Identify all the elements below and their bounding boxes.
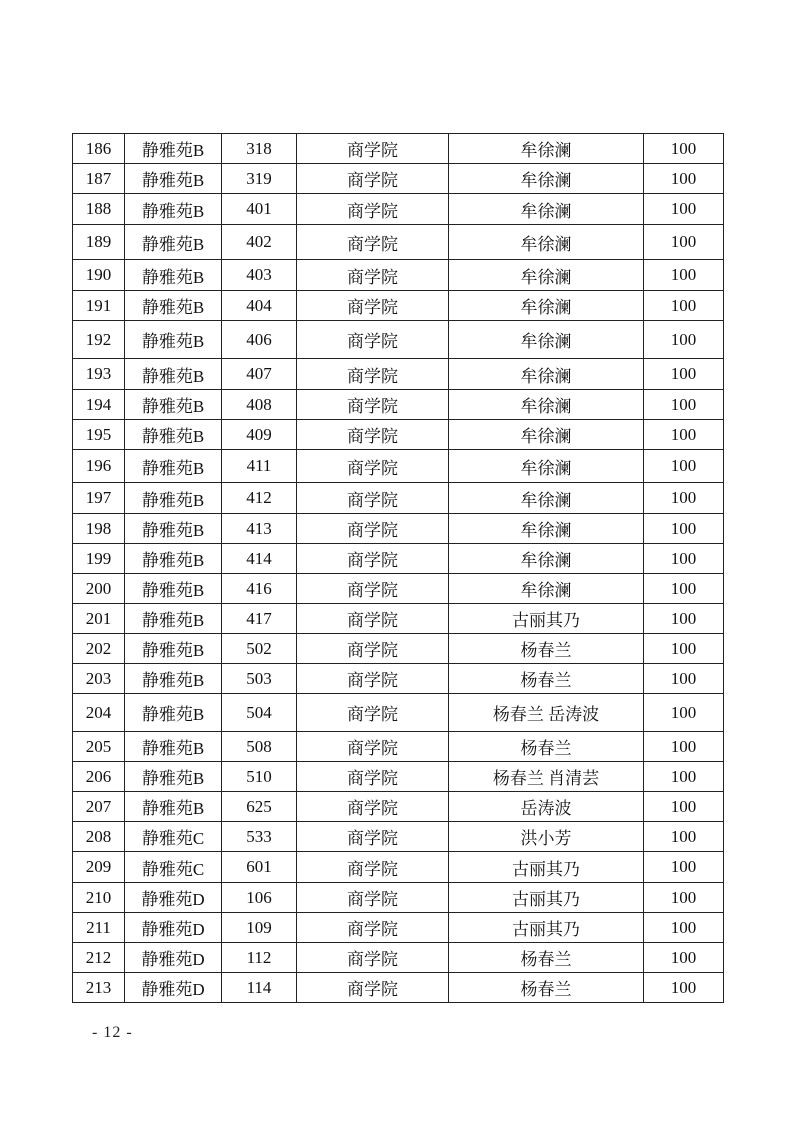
counselor-cell: 牟徐澜 <box>449 420 644 450</box>
college-cell: 商学院 <box>297 732 449 762</box>
counselor-cell: 杨春兰 <box>449 664 644 694</box>
room-number-cell: 601 <box>222 852 297 883</box>
counselor-cell: 杨春兰 <box>449 732 644 762</box>
college-cell: 商学院 <box>297 291 449 321</box>
building-cell: 静雅苑D <box>125 973 222 1003</box>
room-number-cell: 417 <box>222 604 297 634</box>
counselor-cell: 洪小芳 <box>449 822 644 852</box>
college-cell: 商学院 <box>297 762 449 792</box>
college-cell: 商学院 <box>297 134 449 164</box>
college-cell: 商学院 <box>297 973 449 1003</box>
counselor-cell: 牟徐澜 <box>449 359 644 390</box>
room-number-cell: 508 <box>222 732 297 762</box>
college-cell: 商学院 <box>297 574 449 604</box>
room-number-cell: 112 <box>222 943 297 973</box>
row-number-cell: 212 <box>73 943 125 973</box>
row-number-cell: 208 <box>73 822 125 852</box>
college-cell: 商学院 <box>297 321 449 359</box>
building-cell: 静雅苑B <box>125 420 222 450</box>
score-cell: 100 <box>644 359 724 390</box>
score-cell: 100 <box>644 390 724 420</box>
row-number-cell: 211 <box>73 913 125 943</box>
table-row <box>73 321 724 359</box>
college-cell: 商学院 <box>297 164 449 194</box>
row-number-cell: 192 <box>73 321 125 359</box>
building-cell: 静雅苑C <box>125 822 222 852</box>
college-cell: 商学院 <box>297 544 449 574</box>
college-cell: 商学院 <box>297 359 449 390</box>
row-number-cell: 204 <box>73 694 125 732</box>
table-row <box>73 420 724 450</box>
score-cell: 100 <box>644 164 724 194</box>
room-number-cell: 319 <box>222 164 297 194</box>
counselor-cell: 牟徐澜 <box>449 164 644 194</box>
counselor-cell: 杨春兰 <box>449 943 644 973</box>
room-number-cell: 406 <box>222 321 297 359</box>
row-number-cell: 190 <box>73 260 125 291</box>
building-cell: 静雅苑D <box>125 913 222 943</box>
building-cell: 静雅苑B <box>125 634 222 664</box>
table-row <box>73 664 724 694</box>
counselor-cell: 牟徐澜 <box>449 134 644 164</box>
room-number-cell: 404 <box>222 291 297 321</box>
score-cell: 100 <box>644 762 724 792</box>
building-cell: 静雅苑B <box>125 792 222 822</box>
room-number-cell: 533 <box>222 822 297 852</box>
score-cell: 100 <box>644 291 724 321</box>
table-body <box>73 134 724 1003</box>
table-row <box>73 913 724 943</box>
building-cell: 静雅苑B <box>125 483 222 514</box>
building-cell: 静雅苑B <box>125 574 222 604</box>
building-cell: 静雅苑B <box>125 359 222 390</box>
score-cell: 100 <box>644 634 724 664</box>
table-row <box>73 822 724 852</box>
row-number-cell: 209 <box>73 852 125 883</box>
room-number-cell: 411 <box>222 450 297 483</box>
row-number-cell: 198 <box>73 514 125 544</box>
building-cell: 静雅苑D <box>125 943 222 973</box>
row-number-cell: 205 <box>73 732 125 762</box>
score-cell: 100 <box>644 450 724 483</box>
counselor-cell: 牟徐澜 <box>449 194 644 225</box>
score-cell: 100 <box>644 134 724 164</box>
building-cell: 静雅苑B <box>125 544 222 574</box>
building-cell: 静雅苑B <box>125 390 222 420</box>
college-cell: 商学院 <box>297 483 449 514</box>
room-number-cell: 401 <box>222 194 297 225</box>
room-number-cell: 114 <box>222 973 297 1003</box>
room-number-cell: 416 <box>222 574 297 604</box>
counselor-cell: 牟徐澜 <box>449 390 644 420</box>
table-row <box>73 134 724 164</box>
building-cell: 静雅苑B <box>125 694 222 732</box>
building-cell: 静雅苑B <box>125 604 222 634</box>
row-number-cell: 189 <box>73 225 125 260</box>
row-number-cell: 201 <box>73 604 125 634</box>
college-cell: 商学院 <box>297 450 449 483</box>
counselor-cell: 牟徐澜 <box>449 291 644 321</box>
counselor-cell: 牟徐澜 <box>449 574 644 604</box>
college-cell: 商学院 <box>297 260 449 291</box>
table-row <box>73 450 724 483</box>
counselor-cell: 牟徐澜 <box>449 483 644 514</box>
building-cell: 静雅苑B <box>125 450 222 483</box>
score-cell: 100 <box>644 913 724 943</box>
room-number-cell: 106 <box>222 883 297 913</box>
room-number-cell: 407 <box>222 359 297 390</box>
counselor-cell: 牟徐澜 <box>449 260 644 291</box>
score-cell: 100 <box>644 852 724 883</box>
counselor-cell: 牟徐澜 <box>449 544 644 574</box>
score-cell: 100 <box>644 664 724 694</box>
row-number-cell: 193 <box>73 359 125 390</box>
table-row <box>73 634 724 664</box>
building-cell: 静雅苑B <box>125 732 222 762</box>
score-cell: 100 <box>644 483 724 514</box>
score-cell: 100 <box>644 194 724 225</box>
room-number-cell: 408 <box>222 390 297 420</box>
room-number-cell: 502 <box>222 634 297 664</box>
score-cell: 100 <box>644 260 724 291</box>
room-number-cell: 403 <box>222 260 297 291</box>
room-number-cell: 414 <box>222 544 297 574</box>
college-cell: 商学院 <box>297 420 449 450</box>
counselor-cell: 牟徐澜 <box>449 321 644 359</box>
college-cell: 商学院 <box>297 664 449 694</box>
building-cell: 静雅苑B <box>125 164 222 194</box>
table-row <box>73 514 724 544</box>
building-cell: 静雅苑B <box>125 225 222 260</box>
table-row <box>73 973 724 1003</box>
page-number: - 12 - <box>92 1024 133 1041</box>
room-number-cell: 503 <box>222 664 297 694</box>
table-row <box>73 694 724 732</box>
score-cell: 100 <box>644 544 724 574</box>
college-cell: 商学院 <box>297 694 449 732</box>
score-cell: 100 <box>644 943 724 973</box>
room-number-cell: 504 <box>222 694 297 732</box>
score-cell: 100 <box>644 973 724 1003</box>
score-cell: 100 <box>644 514 724 544</box>
college-cell: 商学院 <box>297 225 449 260</box>
college-cell: 商学院 <box>297 390 449 420</box>
score-cell: 100 <box>644 225 724 260</box>
table-row <box>73 359 724 390</box>
college-cell: 商学院 <box>297 883 449 913</box>
row-number-cell: 200 <box>73 574 125 604</box>
score-cell: 100 <box>644 694 724 732</box>
college-cell: 商学院 <box>297 634 449 664</box>
college-cell: 商学院 <box>297 194 449 225</box>
counselor-cell: 岳涛波 <box>449 792 644 822</box>
counselor-cell: 杨春兰 肖清芸 <box>449 762 644 792</box>
counselor-cell: 牟徐澜 <box>449 225 644 260</box>
room-number-cell: 109 <box>222 913 297 943</box>
score-cell: 100 <box>644 822 724 852</box>
table-row <box>73 943 724 973</box>
counselor-cell: 杨春兰 <box>449 634 644 664</box>
table-row <box>73 732 724 762</box>
table-row <box>73 762 724 792</box>
counselor-cell: 牟徐澜 <box>449 450 644 483</box>
row-number-cell: 187 <box>73 164 125 194</box>
counselor-cell: 古丽其乃 <box>449 852 644 883</box>
college-cell: 商学院 <box>297 822 449 852</box>
row-number-cell: 188 <box>73 194 125 225</box>
counselor-cell: 牟徐澜 <box>449 514 644 544</box>
row-number-cell: 207 <box>73 792 125 822</box>
room-number-cell: 625 <box>222 792 297 822</box>
room-number-cell: 409 <box>222 420 297 450</box>
score-cell: 100 <box>644 732 724 762</box>
building-cell: 静雅苑B <box>125 514 222 544</box>
college-cell: 商学院 <box>297 943 449 973</box>
table-row <box>73 852 724 883</box>
building-cell: 静雅苑B <box>125 664 222 694</box>
row-number-cell: 210 <box>73 883 125 913</box>
row-number-cell: 196 <box>73 450 125 483</box>
dormitory-score-table <box>72 133 724 1003</box>
college-cell: 商学院 <box>297 514 449 544</box>
room-number-cell: 510 <box>222 762 297 792</box>
table-row <box>73 194 724 225</box>
row-number-cell: 213 <box>73 973 125 1003</box>
score-cell: 100 <box>644 574 724 604</box>
row-number-cell: 199 <box>73 544 125 574</box>
college-cell: 商学院 <box>297 604 449 634</box>
row-number-cell: 186 <box>73 134 125 164</box>
table-row <box>73 260 724 291</box>
table-row <box>73 291 724 321</box>
room-number-cell: 412 <box>222 483 297 514</box>
table-row <box>73 483 724 514</box>
row-number-cell: 195 <box>73 420 125 450</box>
row-number-cell: 202 <box>73 634 125 664</box>
counselor-cell: 古丽其乃 <box>449 913 644 943</box>
building-cell: 静雅苑B <box>125 194 222 225</box>
row-number-cell: 203 <box>73 664 125 694</box>
building-cell: 静雅苑B <box>125 134 222 164</box>
table-row <box>73 604 724 634</box>
score-cell: 100 <box>644 792 724 822</box>
row-number-cell: 206 <box>73 762 125 792</box>
building-cell: 静雅苑B <box>125 291 222 321</box>
counselor-cell: 古丽其乃 <box>449 604 644 634</box>
room-number-cell: 413 <box>222 514 297 544</box>
table-row <box>73 544 724 574</box>
room-number-cell: 402 <box>222 225 297 260</box>
building-cell: 静雅苑C <box>125 852 222 883</box>
table-row <box>73 792 724 822</box>
building-cell: 静雅苑D <box>125 883 222 913</box>
building-cell: 静雅苑B <box>125 260 222 291</box>
score-cell: 100 <box>644 883 724 913</box>
score-cell: 100 <box>644 604 724 634</box>
table-row <box>73 574 724 604</box>
building-cell: 静雅苑B <box>125 762 222 792</box>
table-row <box>73 164 724 194</box>
college-cell: 商学院 <box>297 792 449 822</box>
counselor-cell: 杨春兰 岳涛波 <box>449 694 644 732</box>
counselor-cell: 杨春兰 <box>449 973 644 1003</box>
college-cell: 商学院 <box>297 852 449 883</box>
room-number-cell: 318 <box>222 134 297 164</box>
table-row <box>73 390 724 420</box>
table-row <box>73 883 724 913</box>
score-cell: 100 <box>644 420 724 450</box>
row-number-cell: 191 <box>73 291 125 321</box>
college-cell: 商学院 <box>297 913 449 943</box>
score-cell: 100 <box>644 321 724 359</box>
building-cell: 静雅苑B <box>125 321 222 359</box>
row-number-cell: 197 <box>73 483 125 514</box>
row-number-cell: 194 <box>73 390 125 420</box>
counselor-cell: 古丽其乃 <box>449 883 644 913</box>
table-row <box>73 225 724 260</box>
